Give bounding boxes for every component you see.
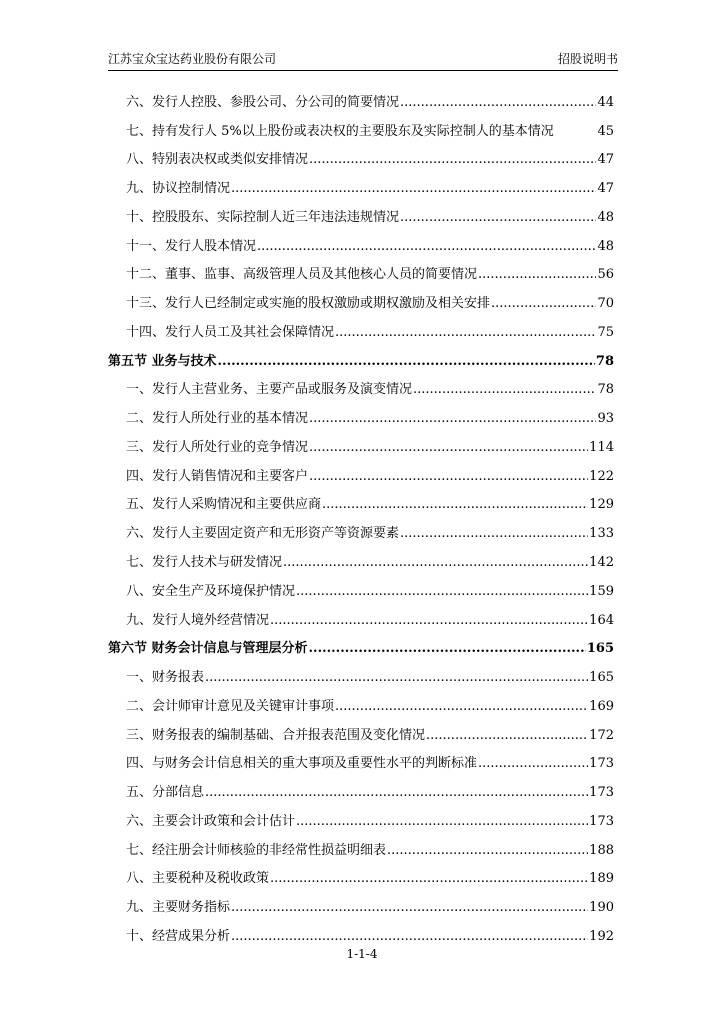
- toc-entry[interactable]: [108, 84, 614, 113]
- toc-entry-title: 七、持有发行人 5%以上股份或表决权的主要股东及实际控制人的基本情况: [126, 123, 554, 139]
- toc-entry[interactable]: [108, 688, 614, 717]
- toc-entry-page: 133: [589, 526, 614, 542]
- toc-entry-page: 173: [589, 785, 614, 801]
- toc-entry-page: 142: [589, 555, 614, 571]
- toc-dot-leader: [257, 239, 596, 255]
- toc-dot-leader: [296, 814, 588, 830]
- toc-dot-leader: [296, 584, 588, 600]
- toc-entry[interactable]: [108, 487, 614, 516]
- toc-dot-leader: [413, 382, 596, 398]
- toc-entry-title: 九、协议控制情况: [126, 181, 231, 197]
- toc-dot-leader: [322, 497, 588, 513]
- toc-entry[interactable]: [108, 429, 614, 458]
- toc-entry-title: 六、主要会计政策和会计估计: [126, 813, 296, 829]
- toc-entry-page: 188: [589, 842, 614, 858]
- toc-entry-title: 十二、董事、监事、高级管理人员及其他核心人员的简要情况: [126, 267, 478, 283]
- toc-entry-title: 十、经营成果分析: [126, 928, 231, 944]
- toc-entry-page: 70: [597, 296, 614, 312]
- toc-entry-page: 172: [589, 727, 614, 743]
- toc-dot-leader: [205, 670, 588, 686]
- toc-entry-title: 二、会计师审计意见及关键审计事项: [126, 698, 335, 714]
- toc-entry-page: 78: [595, 353, 614, 369]
- toc-entry[interactable]: [108, 803, 614, 832]
- toc-entry[interactable]: [108, 314, 614, 343]
- toc-entry[interactable]: [108, 774, 614, 803]
- toc-entry[interactable]: [108, 544, 614, 573]
- toc-dot-leader: [231, 900, 588, 916]
- toc-section-entry[interactable]: [108, 343, 614, 372]
- toc-entry-page: 78: [597, 382, 614, 398]
- toc-entry[interactable]: [108, 515, 614, 544]
- toc-dot-leader: [426, 728, 588, 744]
- toc-dot-leader: [283, 555, 588, 571]
- toc-entry-title: 二、发行人所处行业的基本情况: [126, 411, 309, 427]
- document-type: 招股说明书: [557, 52, 618, 66]
- toc-entry-page: 189: [589, 871, 614, 887]
- company-name: 江苏宝众宝达药业股份有限公司: [108, 52, 277, 66]
- toc-entry[interactable]: [108, 228, 614, 257]
- toc-entry-title: 九、发行人境外经营情况: [126, 612, 270, 628]
- toc-dot-leader: [400, 526, 588, 542]
- toc-entry-page: 173: [589, 813, 614, 829]
- toc-entry-title: 十、控股股东、实际控制人近三年违法违规情况: [126, 209, 400, 225]
- toc-entry-page: 190: [589, 900, 614, 916]
- toc-dot-leader: [309, 641, 586, 657]
- toc-entry-title: 第五节 业务与技术: [108, 353, 217, 369]
- toc-entry-title: 七、经注册会计师核验的非经常性损益明细表: [126, 842, 387, 858]
- toc-entry-title: 十三、发行人已经制定或实施的股权激励或期权激励及相关安排: [126, 296, 491, 312]
- toc-entry-page: 165: [586, 641, 614, 657]
- toc-entry-page: 47: [597, 152, 614, 168]
- toc-entry[interactable]: [108, 170, 614, 199]
- toc-entry-title: 八、安全生产及环境保护情况: [126, 583, 296, 599]
- toc-section-entry[interactable]: [108, 631, 614, 660]
- toc-dot-leader: [335, 699, 588, 715]
- toc-entry-title: 八、主要税种及税收政策: [126, 871, 270, 887]
- toc-entry[interactable]: [108, 861, 614, 890]
- toc-entry[interactable]: [108, 458, 614, 487]
- toc-entry-page: 114: [589, 439, 614, 455]
- toc-entry-title: 五、发行人采购情况和主要供应商: [126, 497, 322, 513]
- toc-entry-title: 九、主要财务指标: [126, 900, 231, 916]
- toc-entry[interactable]: [108, 717, 614, 746]
- toc-entry-page: 48: [597, 209, 614, 225]
- toc-dot-leader: [231, 181, 596, 197]
- toc-dot-leader: [205, 785, 588, 801]
- toc-dot-leader: [309, 411, 596, 427]
- toc-entry-title: 十一、发行人股本情况: [126, 238, 257, 254]
- toc-entry[interactable]: [108, 199, 614, 228]
- table-of-contents: [108, 84, 614, 947]
- toc-entry-title: 六、发行人控股、参股公司、分公司的简要情况: [126, 94, 400, 110]
- toc-dot-leader: [335, 325, 596, 341]
- toc-entry-page: 164: [589, 612, 614, 628]
- toc-entry-title: 三、发行人所处行业的竞争情况: [126, 439, 309, 455]
- page-number: 1-1-4: [346, 947, 378, 961]
- toc-entry[interactable]: [108, 257, 614, 286]
- toc-entry-title: 八、特别表决权或类似安排情况: [126, 152, 309, 168]
- toc-entry[interactable]: [108, 573, 614, 602]
- toc-entry-page: 169: [589, 698, 614, 714]
- toc-entry-page: 48: [597, 238, 614, 254]
- toc-dot-leader: [478, 267, 596, 283]
- toc-entry-title: 一、发行人主营业务、主要产品或服务及演变情况: [126, 382, 413, 398]
- toc-entry-title: 五、分部信息: [126, 785, 205, 801]
- toc-entry[interactable]: [108, 918, 614, 947]
- toc-dot-leader: [400, 95, 596, 111]
- toc-entry-page: 122: [589, 468, 614, 484]
- toc-entry-title: 七、发行人技术与研发情况: [126, 555, 283, 571]
- toc-entry-page: 47: [597, 181, 614, 197]
- page-header: [108, 50, 618, 71]
- toc-dot-leader: [387, 843, 588, 859]
- toc-entry-title: 六、发行人主要固定资产和无形资产等资源要素: [126, 526, 400, 542]
- toc-entry-page: 56: [597, 267, 614, 283]
- toc-entry-title: 三、财务报表的编制基础、合并报表范围及变化情况: [126, 727, 426, 743]
- toc-entry[interactable]: [108, 372, 614, 401]
- toc-dot-leader: [478, 756, 588, 772]
- toc-entry[interactable]: [108, 889, 614, 918]
- toc-entry-page: 44: [597, 94, 614, 110]
- toc-entry-page: 45: [597, 123, 614, 139]
- toc-entry[interactable]: [108, 285, 614, 314]
- toc-entry-title: 十四、发行人员工及其社会保障情况: [126, 324, 335, 340]
- toc-entry[interactable]: [108, 142, 614, 171]
- toc-entry-page: 165: [589, 670, 614, 686]
- toc-dot-leader: [491, 296, 596, 312]
- toc-entry-page: 192: [589, 928, 614, 944]
- toc-entry-title: 一、财务报表: [126, 670, 205, 686]
- toc-entry[interactable]: [108, 602, 614, 631]
- toc-dot-leader: [231, 929, 588, 945]
- toc-entry[interactable]: [108, 832, 614, 861]
- toc-entry[interactable]: [108, 659, 614, 688]
- toc-entry-page: 159: [589, 583, 614, 599]
- toc-dot-leader: [270, 871, 588, 887]
- toc-entry-page: 173: [589, 756, 614, 772]
- toc-entry-title: 四、与财务会计信息相关的重大事项及重要性水平的判断标准: [126, 756, 478, 772]
- toc-entry[interactable]: [108, 746, 614, 775]
- toc-dot-leader: [309, 152, 596, 168]
- toc-dot-leader: [309, 469, 588, 485]
- toc-dot-leader: [400, 210, 596, 226]
- toc-entry-title: 四、发行人销售情况和主要客户: [126, 468, 309, 484]
- toc-dot-leader: [309, 440, 588, 456]
- toc-entry[interactable]: [108, 113, 614, 142]
- toc-entry-title: 第六节 财务会计信息与管理层分析: [108, 641, 308, 657]
- toc-entry[interactable]: [108, 400, 614, 429]
- toc-entry-page: 129: [589, 497, 614, 513]
- toc-dot-leader: [270, 613, 588, 629]
- toc-entry-page: 75: [597, 324, 614, 340]
- toc-entry-page: 93: [597, 411, 614, 427]
- toc-dot-leader: [218, 354, 595, 370]
